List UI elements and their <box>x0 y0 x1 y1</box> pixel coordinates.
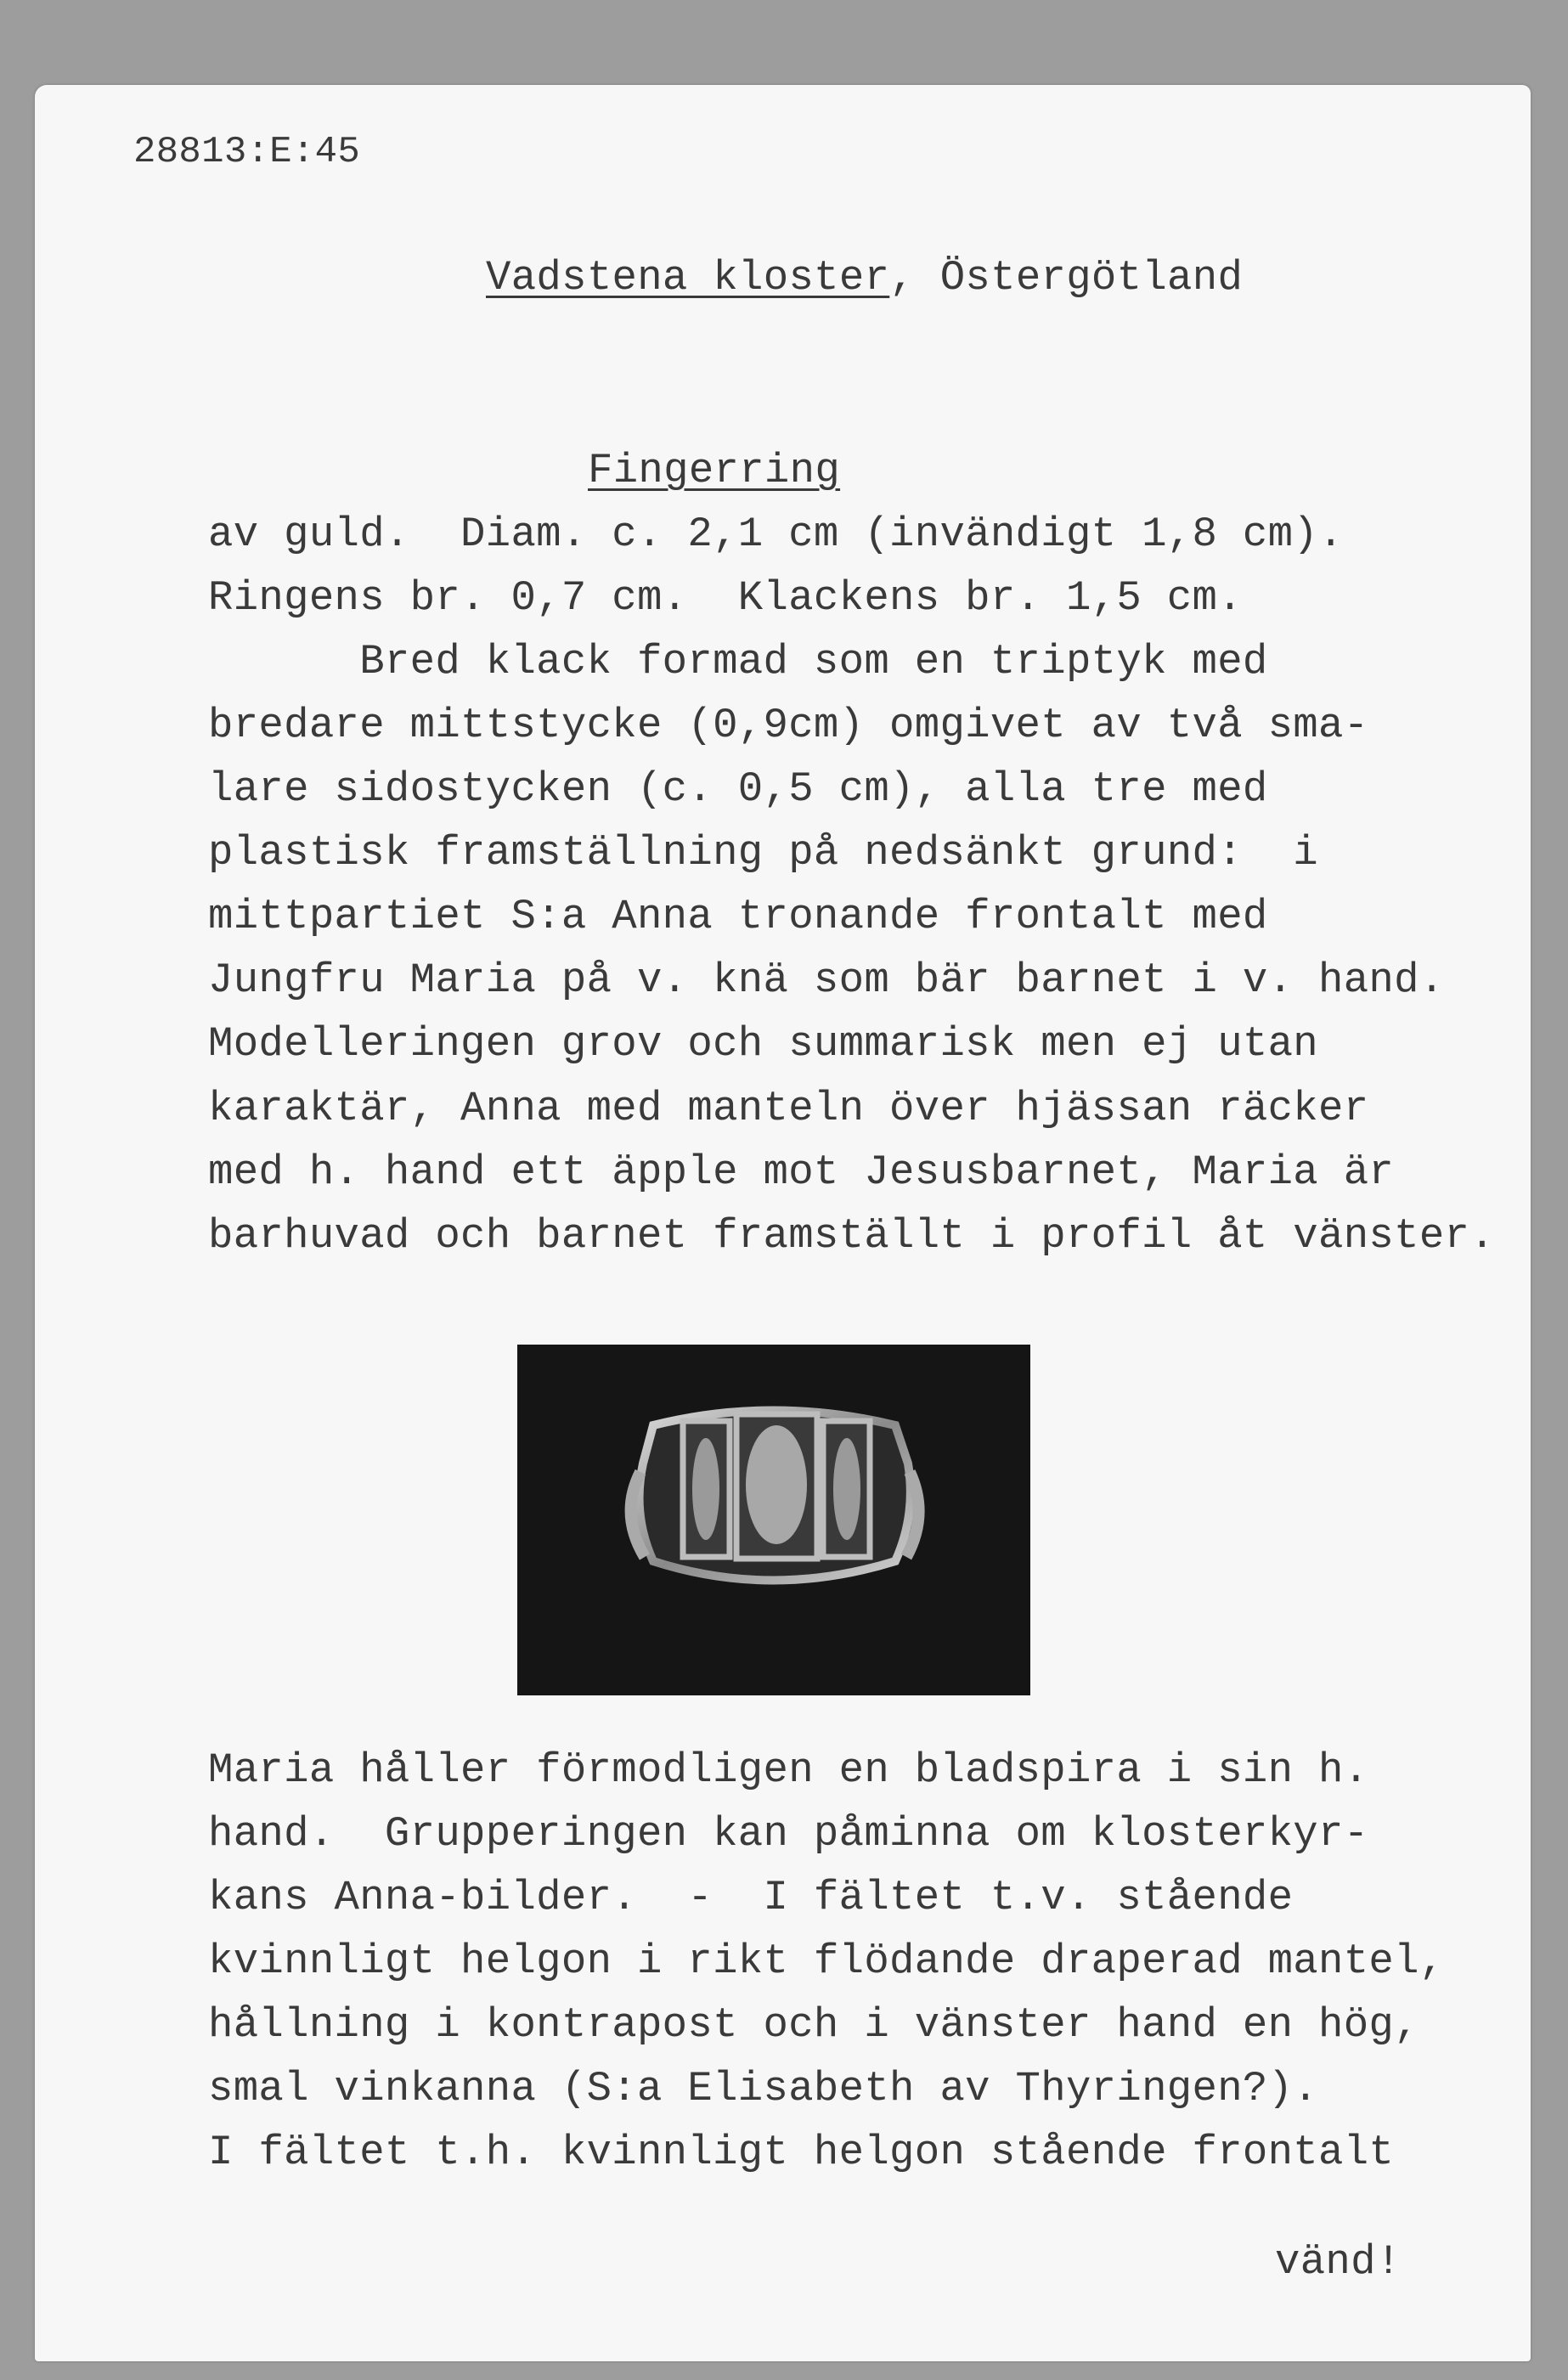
text-line: lare sidostycken (c. 0,5 cm), alla tre med <box>208 765 1268 814</box>
ring-photo <box>517 1345 1030 1695</box>
text-line: Ringens br. 0,7 cm. Klackens br. 1,5 cm. <box>208 574 1243 623</box>
text-line: barhuvad och barnet framställt i profil åt vänster. <box>208 1211 1495 1260</box>
text-line: karaktär, Anna med manteln över hjässan räcker <box>208 1084 1369 1132</box>
turn-over-note: vänd! <box>1275 2238 1402 2286</box>
text-line: Maria håller förmodligen en bladspira i sin h. <box>208 1746 1369 1794</box>
text-line: Modelleringen grov och summarisk men ej utan <box>208 1020 1319 1069</box>
location-region: Östergötland <box>939 254 1244 302</box>
catalog-number: 28813:E:45 <box>133 131 361 173</box>
text-line: smal vinkanna (S:a Elisabeth av Thyringen?). <box>208 2065 1319 2113</box>
object-title: Fingerring <box>588 447 841 494</box>
ring-image <box>517 1345 1030 1695</box>
text-line: bredare mittstycke (0,9cm) omgivet av två sma- <box>208 702 1369 750</box>
text-line: hand. Grupperingen kan påminna om klosterkyr- <box>208 1810 1369 1858</box>
location-heading <box>486 246 1243 310</box>
text-line: kvinnligt helgon i rikt flödande draperad mantel, <box>208 1937 1445 1986</box>
text-line: plastisk framställning på nedsänkt grund: i <box>208 829 1319 877</box>
text-line: mittpartiet S:a Anna tronande frontalt med <box>208 893 1268 941</box>
text-line: I fältet t.h. kvinnligt helgon stående frontalt <box>208 2129 1395 2177</box>
text-line: Jungfru Maria på v. knä som bär barnet i v. hand. <box>208 956 1445 1005</box>
text-line: kans Anna-bilder. - I fältet t.v. stående <box>208 1874 1294 1922</box>
text-line: Bred klack formad som en triptyk med <box>208 638 1268 686</box>
text-line: hållning i kontrapost och i vänster hand en hög, <box>208 2001 1419 2050</box>
text-line: av guld. Diam. c. 2,1 cm (invändigt 1,8 cm). <box>208 510 1344 558</box>
location-separator: , <box>889 254 940 302</box>
text-line: med h. hand ett äpple mot Jesusbarnet, Maria är <box>208 1148 1395 1196</box>
location-place: Vadstena kloster <box>486 254 890 302</box>
